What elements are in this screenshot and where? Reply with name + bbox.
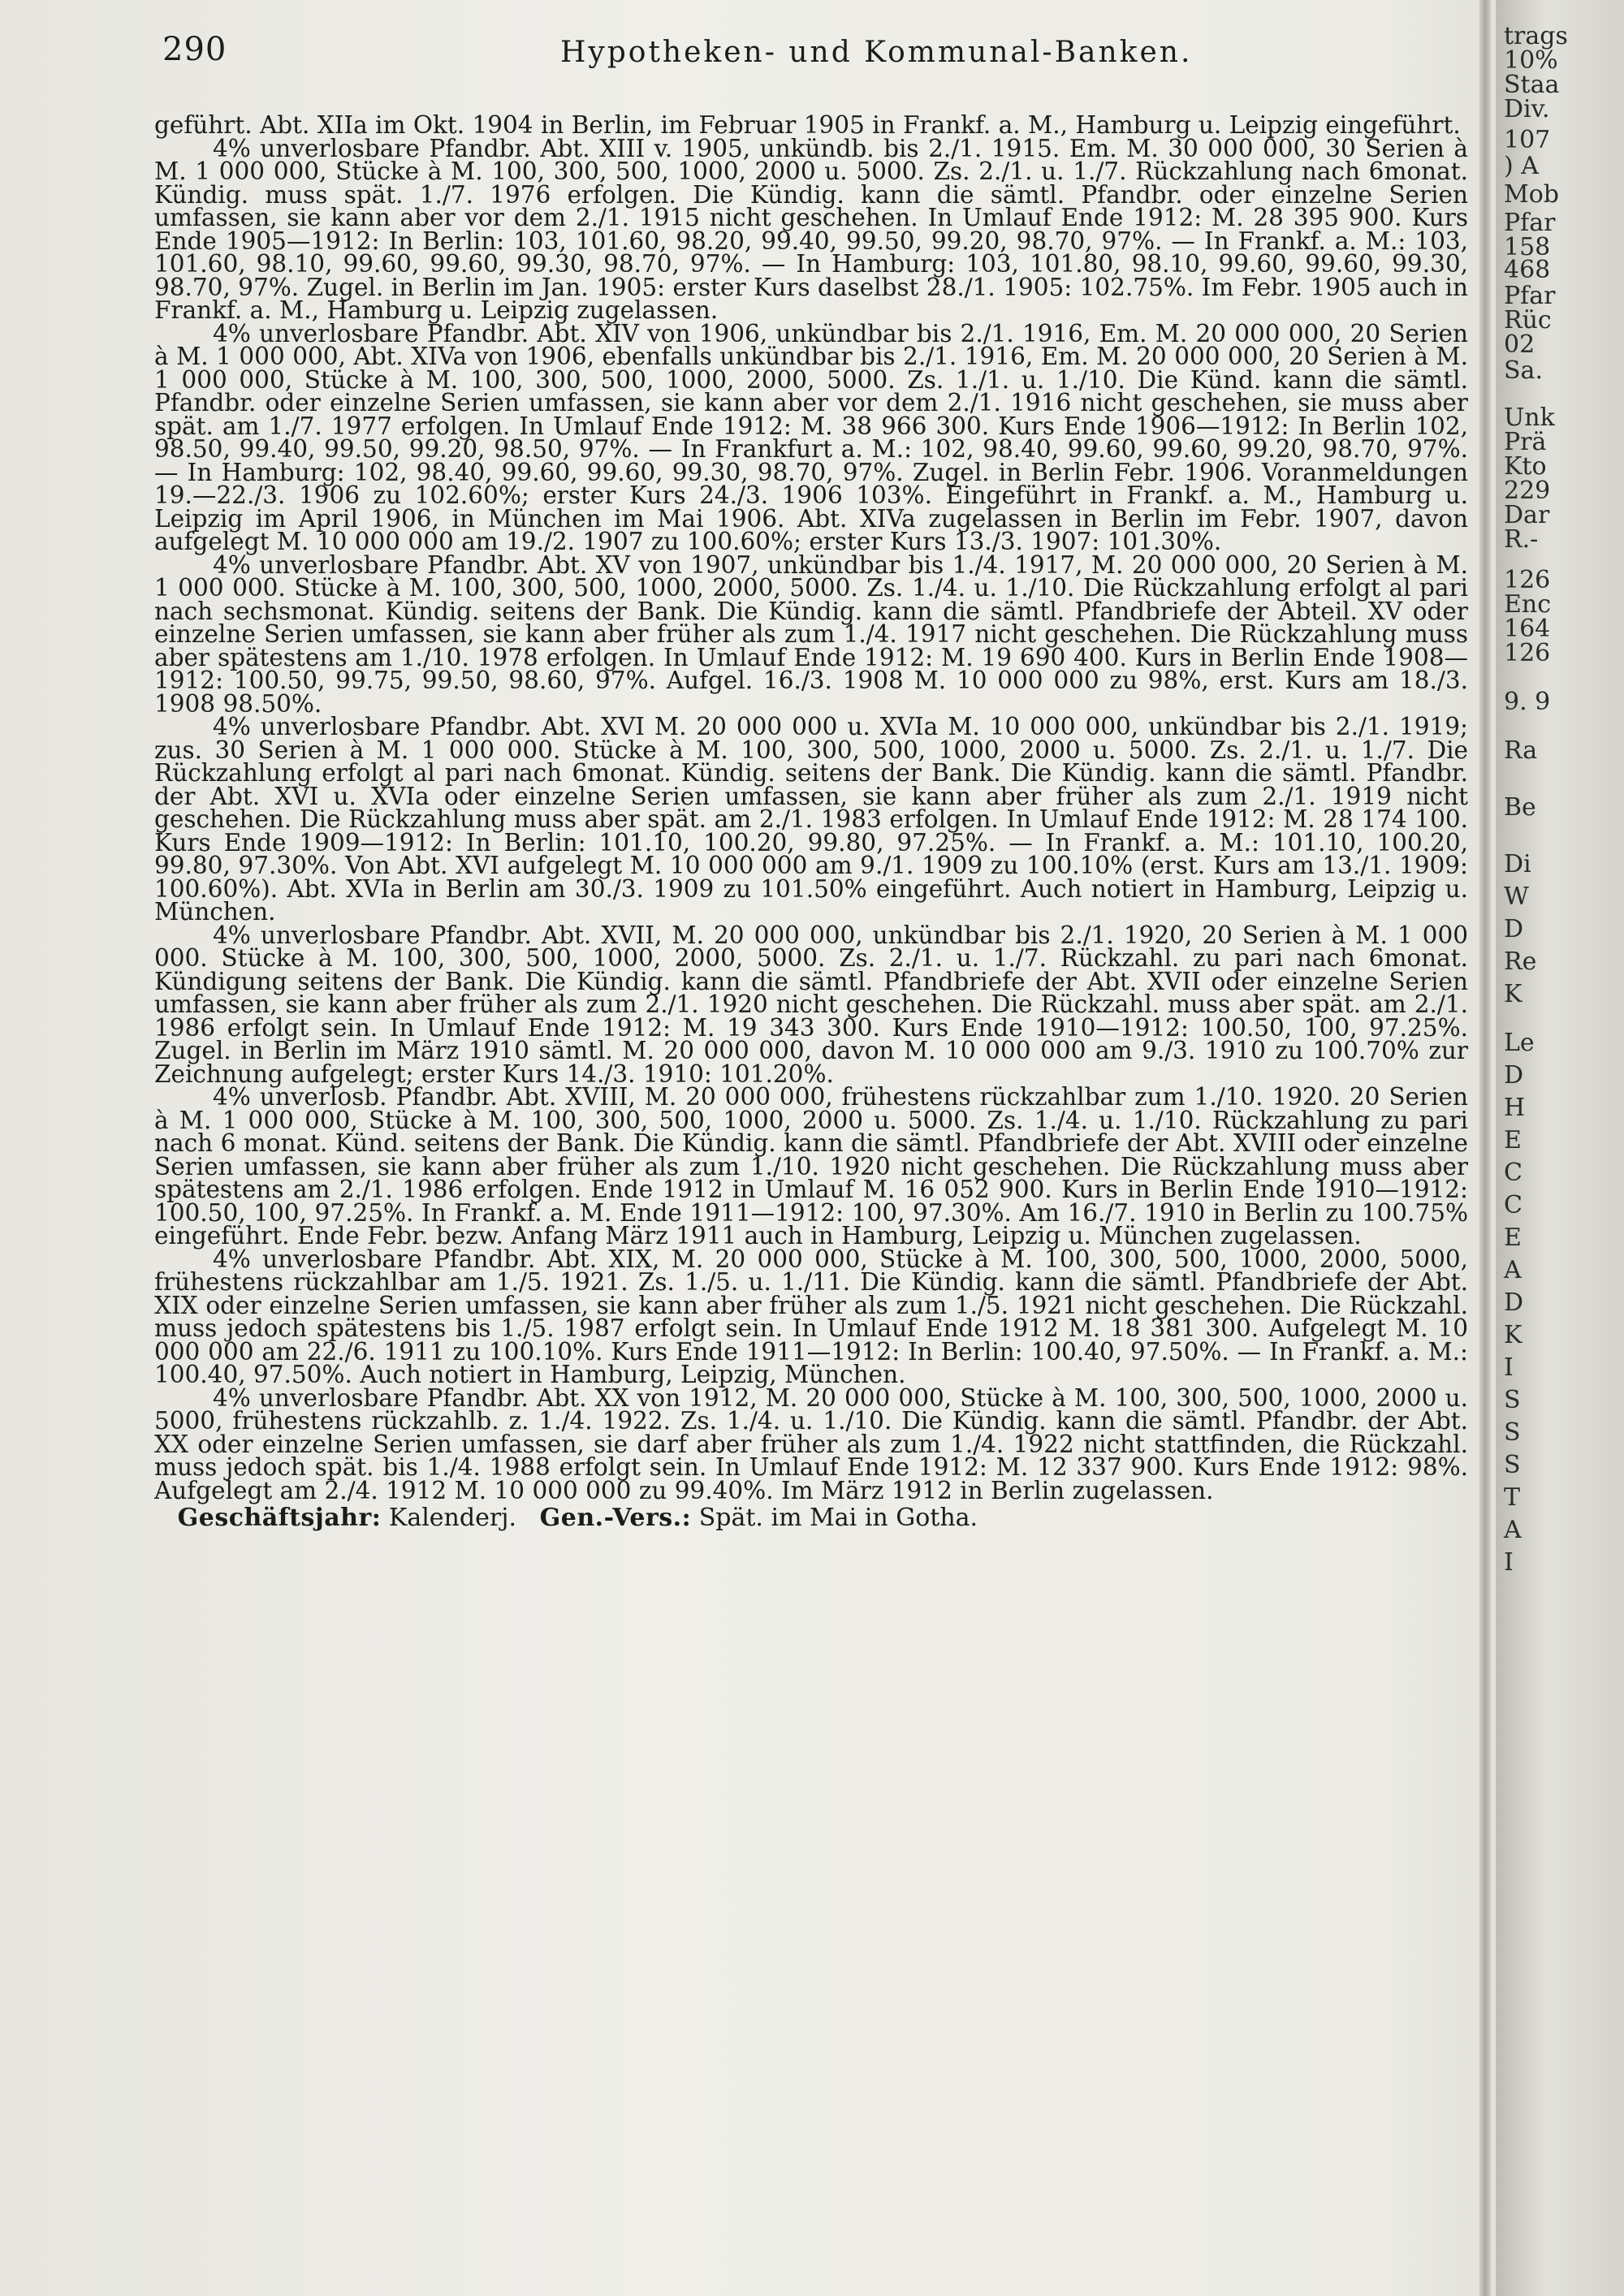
paragraph-abt-xiii: 4% unverlosbare Pfandbr. Abt. XIII v. 1905, unkündb. bis 2./1. 1915. Em. M. 30 000 000, 30 Serien à M. 1 000 000, Stücke à M. 100, 300, 500, 1000, 2000 u. 5000. Zs. 2./1. u. 1./7. Rückzahlung nach 6monat. Kündig. muss spät. 1./7. 1976 erfolgen. Die Kündig. kann die sämtl. Pfandbr. oder einzelne Serien umfassen, sie kann aber vor dem 2./1. 1915 nicht geschehen. In Umlauf Ende 1912: M. 28 395 900. Kurs Ende 1905—1912: In Berlin: 103, 101.60, 98.20, 99.40, 99.50, 99.20, 98.70, 97%. — In Frankf. a. M.: 103, 101.60, 98.10, 99.60, 99.60, 99.30, 98.70, 97%. — In Hamburg: 103, 101.80, 98.10, 99.60, 99.60, 99.30, 98.70, 97%. Zugel. in Berlin im Jan. 1905: erster Kurs daselbst 28./1. 1905: 102.75%. Im Febr. 1905 auch in Frankf. a. M., Hamburg u. Leipzig zugelassen. (154, 134, 1468, 324)
adjacent-page-fragment: Be (1504, 793, 1536, 822)
adjacent-page-fragment: R.- (1504, 525, 1539, 554)
paragraph-abt-xiv: 4% unverlosbare Pfandbr. Abt. XIV von 1906, unkündbar bis 2./1. 1916, Em. M. 20 000 000, 20 Serien à M. 1 000 000, Abt. XIVa von 1906, ebenfalls unkündbar bis 2./1. 1916, Em. M. 20 000 000, 20 Serien à M. 1 000 000, Stücke à M. 100, 300, 500, 1000, 2000, 5000. Zs. 1./1. u. 1./10. Die Künd. kann die sämtl. Pfandbr. oder einzelne Serien umfassen, sie kann aber vor dem 2./1. 1916 nicht geschehen, sie muss aber spät. am 1./7. 1977 erfolgen. In Umlauf Ende 1912: M. 38 966 300. Kurs Ende 1906—1912: In Berlin 102, 98.50, 99.40, 99.50, 99.20, 98.50, 97%. — In Frankfurt a. M.: 102, 98.40, 99.60, 99.60, 99.20, 98.70, 97%. — In Hamburg: 102, 98.40, 99.60, 99.60, 99.30, 98.70, 97%. Zugel. in Berlin Febr. 1906. Voranmeldungen 19.—22./3. 1906 zu 102.60%; erster Kurs 24./3. 1906 103%. Eingeführt in Frankf. a. M., Hamburg u. Leipzig im April 1906, in München im Mai 1906. Abt. XIVa zugelassen in Berlin im Febr. 1907, davon aufgelegt M. 10 000 000 am 19./2. 1907 zu 100.60%; erster Kurs 13./3. 1907: 101.30%. (154, 319, 1468, 555)
adjacent-page-fragment: W (1504, 883, 1529, 911)
adjacent-page-fragment: S (1504, 1418, 1521, 1447)
adjacent-page-fragment: 126 (1504, 566, 1551, 594)
page-number: 290 (162, 31, 227, 68)
adjacent-page-fragment: A (1504, 1256, 1522, 1284)
adjacent-page-fragment: Pfar (1504, 209, 1556, 237)
paragraph-abt-xviii: 4% unverlosb. Pfandbr. Abt. XVIII, M. 20 000 000, frühestens rückzahlbar zum 1./10. 1920. 20 Serien à M. 1 000 000, Stücke à M. 100, 300, 500, 1000, 2000 u. 5000. Zs. 1./4. u. 1./10. Rückzahlung zu pari nach 6 monat. Künd. seitens der Bank. Die Kündig. kann die sämtl. Pfandbriefe der Abt. XVIII oder einzelne Serien umfassen, sie kann aber früher als zum 1./10. 1920 nicht geschehen. Die Rückzahlung muss aber spätestens am 2./1. 1986 erfolgen. Ende 1912 in Umlauf M. 16 052 900. Kurs in Berlin Ende 1910—1912: 100.50, 100, 97.25%. In Frankf. a. M. Ende 1911—1912: 100, 97.30%. Am 16./7. 1910 in Berlin zu 100.75% eingeführt. Ende Febr. bezw. Anfang März 1911 auch in Hamburg, Leipzig u. München zugelassen. (154, 1083, 1468, 1249)
general-meeting-value: Spät. im Mai in Gotha. (698, 1504, 978, 1532)
adjacent-page-fragment: Dar (1504, 501, 1550, 529)
paragraph-continuation: geführt. Abt. XIIa im Okt. 1904 in Berlin, im Februar 1905 in Frankf. a. M., Hamburg u. Leipzig eingeführt. (154, 114, 1461, 139)
adjacent-page-fragment: S (1504, 1386, 1521, 1414)
paragraph-abt-xv: 4% unverlosbare Pfandbr. Abt. XV von 1907, unkündbar bis 1./4. 1917, M. 20 000 000, 20 Serien à M. 1 000 000. Stücke à M. 100, 300, 500, 1000, 2000, 5000. Zs. 1./4. u. 1./10. Die Rückzahlung erfolgt al pari nach sechsmonat. Kündig. seitens der Bank. Die Kündig. kann die sämtl. Pfandbriefe der Abteil. XV oder einzelne Serien umfassen, sie kann aber früher als zum 1./4. 1917 nicht geschehen. Die Rückzahlung muss aber spätestens am 1./10. 1978 erfolgen. In Umlauf Ende 1912: M. 19 690 400. Kurs in Berlin Ende 1908—1912: 100.50, 99.75, 99.50, 98.60, 97%. Aufgel. 16./3. 1908 M. 10 000 000 zu 98%, erst. Kurs am 18./3. 1908 98.50%. (154, 550, 1468, 718)
adjacent-page-fragment: Pfar (1504, 282, 1556, 310)
book-gutter (1479, 0, 1491, 2296)
adjacent-page-fragment: D (1504, 1288, 1524, 1317)
adjacent-page-fragment: A (1504, 1516, 1522, 1544)
adjacent-page-fragment: Le (1504, 1029, 1535, 1057)
adjacent-page-fragment: C (1504, 1191, 1522, 1219)
adjacent-page-fragment: Enc (1504, 590, 1552, 619)
adjacent-page-fragment: Div. (1504, 95, 1550, 123)
adjacent-page-fragment: Prä (1504, 428, 1547, 456)
adjacent-page-fragment: Ra (1504, 736, 1538, 765)
business-year-line (154, 1504, 1468, 1532)
adjacent-page-fragment: D (1504, 915, 1524, 943)
business-year-value: Kalenderj. (388, 1504, 517, 1532)
running-head: Hypotheken- und Kommunal-Banken. (560, 36, 1193, 69)
adjacent-page-fragment: 9. 9 (1504, 688, 1551, 716)
adjacent-page-fragment: Mob (1504, 180, 1559, 209)
paragraph-abt-xvi: 4% unverlosbare Pfandbr. Abt. XVI M. 20 000 000 u. XVIa M. 10 000 000, unkündbar bis 2./1. 1919; zus. 30 Serien à M. 1 000 000. Stücke à M. 100, 300, 500, 1000, 2000 u. 5000. Zs. 2./1. u. 1./7. Die Rückzahlung erfolgt al pari nach 6monat. Kündig. seitens der Bank. Die Kündig. kann die sämtl. Pfandbr. der Abt. XVI u. XVIa oder einzelne Serien umfassen, sie kann aber früher als zum 2./1. 1919 nicht geschehen. Die Rückzahlung muss aber spät. am 2./1. 1983 erfolgen. In Umlauf Ende 1912: M. 28 174 100. Kurs Ende 1909—1912: In Berlin: 101.10, 100.20, 99.80, 97.25%. — In Frankf. a. M.: 101.10, 100.20, 99.80, 97.30%. Von Abt. XVI aufgelegt M. 10 000 000 am 9./1. 1909 zu 100.10% (erst. Kurs am 13./1. 1909: 100.60%). Abt. XVIa in Berlin am 30./3. 1909 zu 101.50% eingeführt. Auch notiert in Hamburg, Leipzig u. München. (154, 713, 1468, 926)
adjacent-page-fragment: 107 (1504, 126, 1551, 154)
adjacent-page-fragment: C (1504, 1159, 1522, 1187)
paragraph-abt-xix: 4% unverlosbare Pfandbr. Abt. XIX, M. 20 000 000, Stücke à M. 100, 300, 500, 1000, 2000, 5000, frühestens rückzahlbar am 1./5. 1921. Zs. 1./5. u. 1./11. Die Kündig. kann die sämtl. Pfandbriefe der Abt. XIX oder einzelne Serien umfassen, sie kann aber früher als zum 1./5. 1921 nicht geschehen. Die Rückzahl. muss jedoch spätestens bis 1./5. 1987 erfolgt sein. In Umlauf Ende 1912 M. 18 381 300. Aufgelegt M. 10 000 000 am 22./6. 1911 zu 100.10%. Kurs Ende 1911—1912: In Berlin: 100.40, 97.50%. — In Frankf. a. M.: 100.40, 97.50%. Auch notiert in Hamburg, Leipzig, München. (154, 1245, 1468, 1388)
paragraph-abt-xx: 4% unverlosbare Pfandbr. Abt. XX von 1912, M. 20 000 000, Stücke à M. 100, 300, 500, 1000, 2000 u. 5000, frühestens rückzahlb. z. 1./4. 1922. Zs. 1./4. u. 1./10. Die Kündig. kann die sämtl. Pfandbr. der Abt. XX oder einzelne Serien umfassen, sie darf aber früher als zum 1./4. 1922 nicht stattfinden, die Rückzahl. muss jedoch spät. bis 1./4. 1988 erfolgt sein. In Umlauf Ende 1912: M. 12 337 900. Kurs Ende 1912: 98%. Aufgelegt am 2./4. 1912 M. 10 000 000 zu 99.40%. Im März 1912 in Berlin zugelassen. (154, 1383, 1468, 1504)
adjacent-page-fragment: Sa. (1504, 356, 1543, 385)
adjacent-page-edge (1496, 0, 1624, 2296)
adjacent-page-fragment: Di (1504, 850, 1531, 878)
adjacent-page-fragment: S (1504, 1451, 1521, 1479)
adjacent-page-fragment: Rüc (1504, 306, 1552, 334)
adjacent-page-fragment: H (1504, 1094, 1526, 1122)
adjacent-page-fragment: ) A (1504, 152, 1539, 180)
adjacent-page-fragment: 229 (1504, 477, 1551, 505)
adjacent-page-fragment: 164 (1504, 615, 1551, 643)
adjacent-page-fragment: trags (1504, 22, 1568, 50)
main-text-column (154, 114, 1468, 2281)
adjacent-page-fragment: K (1504, 980, 1522, 1008)
adjacent-page-fragment: D (1504, 1061, 1524, 1090)
adjacent-page-fragment: 02 (1504, 330, 1535, 359)
adjacent-page-fragment: 126 (1504, 639, 1551, 667)
general-meeting-label: Gen.-Vers.: (539, 1504, 692, 1532)
adjacent-page-fragment: 10% (1504, 46, 1558, 75)
adjacent-page-fragment: Re (1504, 947, 1537, 976)
adjacent-page-fragment: 158 (1504, 233, 1551, 261)
adjacent-page-fragment: Kto (1504, 452, 1547, 481)
adjacent-page-fragment: I (1504, 1353, 1514, 1382)
adjacent-page-fragment: E (1504, 1224, 1522, 1252)
adjacent-page-fragment: 468 (1504, 256, 1551, 284)
business-year-label: Geschäftsjahr: (177, 1504, 382, 1532)
adjacent-page-fragment: Staa (1504, 71, 1560, 99)
adjacent-page-fragment: E (1504, 1126, 1522, 1154)
adjacent-page-fragment: I (1504, 1548, 1514, 1577)
adjacent-page-fragment: Unk (1504, 404, 1555, 432)
paragraph-abt-xvii: 4% unverlosbare Pfandbr. Abt. XVII, M. 20 000 000, unkündbar bis 2./1. 1920, 20 Serien à M. 1 000 000. Stücke à M. 100, 300, 500, 1000, 2000, 5000. Zs. 2./1. u. 1./7. Rückzahl. zu pari nach 6monat. Kündigung seitens der Bank. Die Kündig. kann die sämtl. Pfandbriefe der Abt. XVII oder einzelne Serien umfassen, sie kann aber früher als zum 2./1. 1920 nicht geschehen. Die Rückzahl. muss aber spät. am 2./1. 1986 erfolgt sein. In Umlauf Ende 1912: M. 19 343 300. Kurs Ende 1910—1912: 100.50, 100, 97.25%. Zugel. in Berlin im März 1910 sämtl. M. 20 000 000, davon M. 10 000 000 am 9./3. 1910 zu 100.70% zur Zeichnung aufgelegt; erster Kurs 14./3. 1910: 101.20%. (154, 921, 1468, 1088)
adjacent-page-fragment: T (1504, 1483, 1521, 1512)
adjacent-page-fragment: K (1504, 1321, 1522, 1349)
page-header (162, 31, 1462, 80)
